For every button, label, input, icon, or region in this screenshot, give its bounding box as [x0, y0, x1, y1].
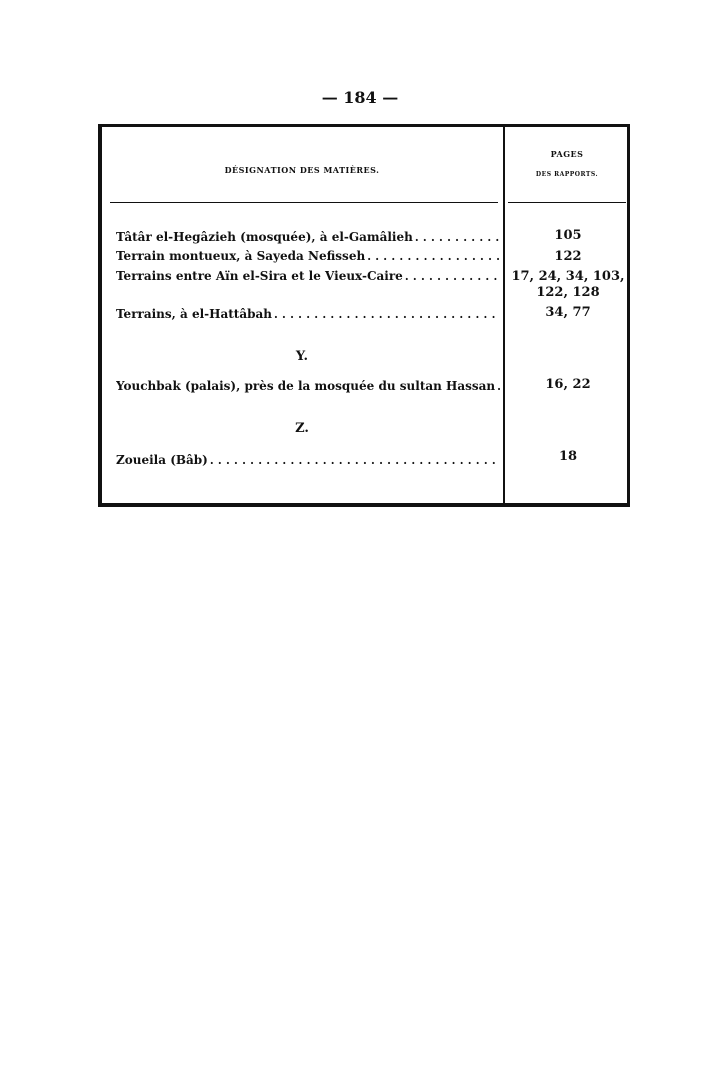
entry-text: Terrain montueux, à Sayeda Nefisseh	[116, 249, 366, 263]
entry-label	[116, 307, 500, 321]
entry-label	[116, 249, 500, 263]
entry-label	[116, 269, 500, 283]
entry-text: Terrains entre Aïn el-Sira et le Vieux-Caire	[116, 269, 403, 283]
header-rule-left	[110, 202, 498, 203]
header-rapports: DES RAPPORTS.	[535, 171, 599, 178]
entry-pages: 16, 22	[545, 377, 591, 392]
entry-text: Youchbak (palais), près de la mosquée du sultan Hassan	[116, 379, 496, 393]
entry-label	[116, 230, 500, 244]
entry-text: Terrains, à el-Hattâbah	[116, 307, 272, 321]
section-letter-z: Z.	[295, 421, 309, 436]
header-pages: PAGES	[550, 149, 584, 159]
entry-text: Tâtâr el-Hegâzieh (mosquée), à el-Gamâlieh	[116, 230, 413, 244]
header-designation: DÉSIGNATION DES MATIÈRES.	[224, 165, 380, 175]
entry-pages: 18	[558, 449, 578, 464]
page-number: — 184 —	[321, 88, 399, 107]
header-rule-right	[508, 202, 626, 203]
section-letter-y: Y.	[295, 349, 309, 364]
entry-pages: 34, 77	[545, 305, 591, 320]
entry-text: Zoueila (Bâb)	[116, 453, 208, 467]
entry-pages-continued: 122, 128	[536, 285, 600, 300]
entry-pages: 105	[554, 228, 582, 243]
entry-pages: 122	[554, 249, 582, 264]
entry-label	[116, 453, 500, 467]
column-divider	[503, 127, 505, 503]
index-table	[98, 124, 630, 507]
entry-label	[116, 379, 500, 393]
entry-pages: 17, 24, 34, 103,	[511, 269, 625, 284]
